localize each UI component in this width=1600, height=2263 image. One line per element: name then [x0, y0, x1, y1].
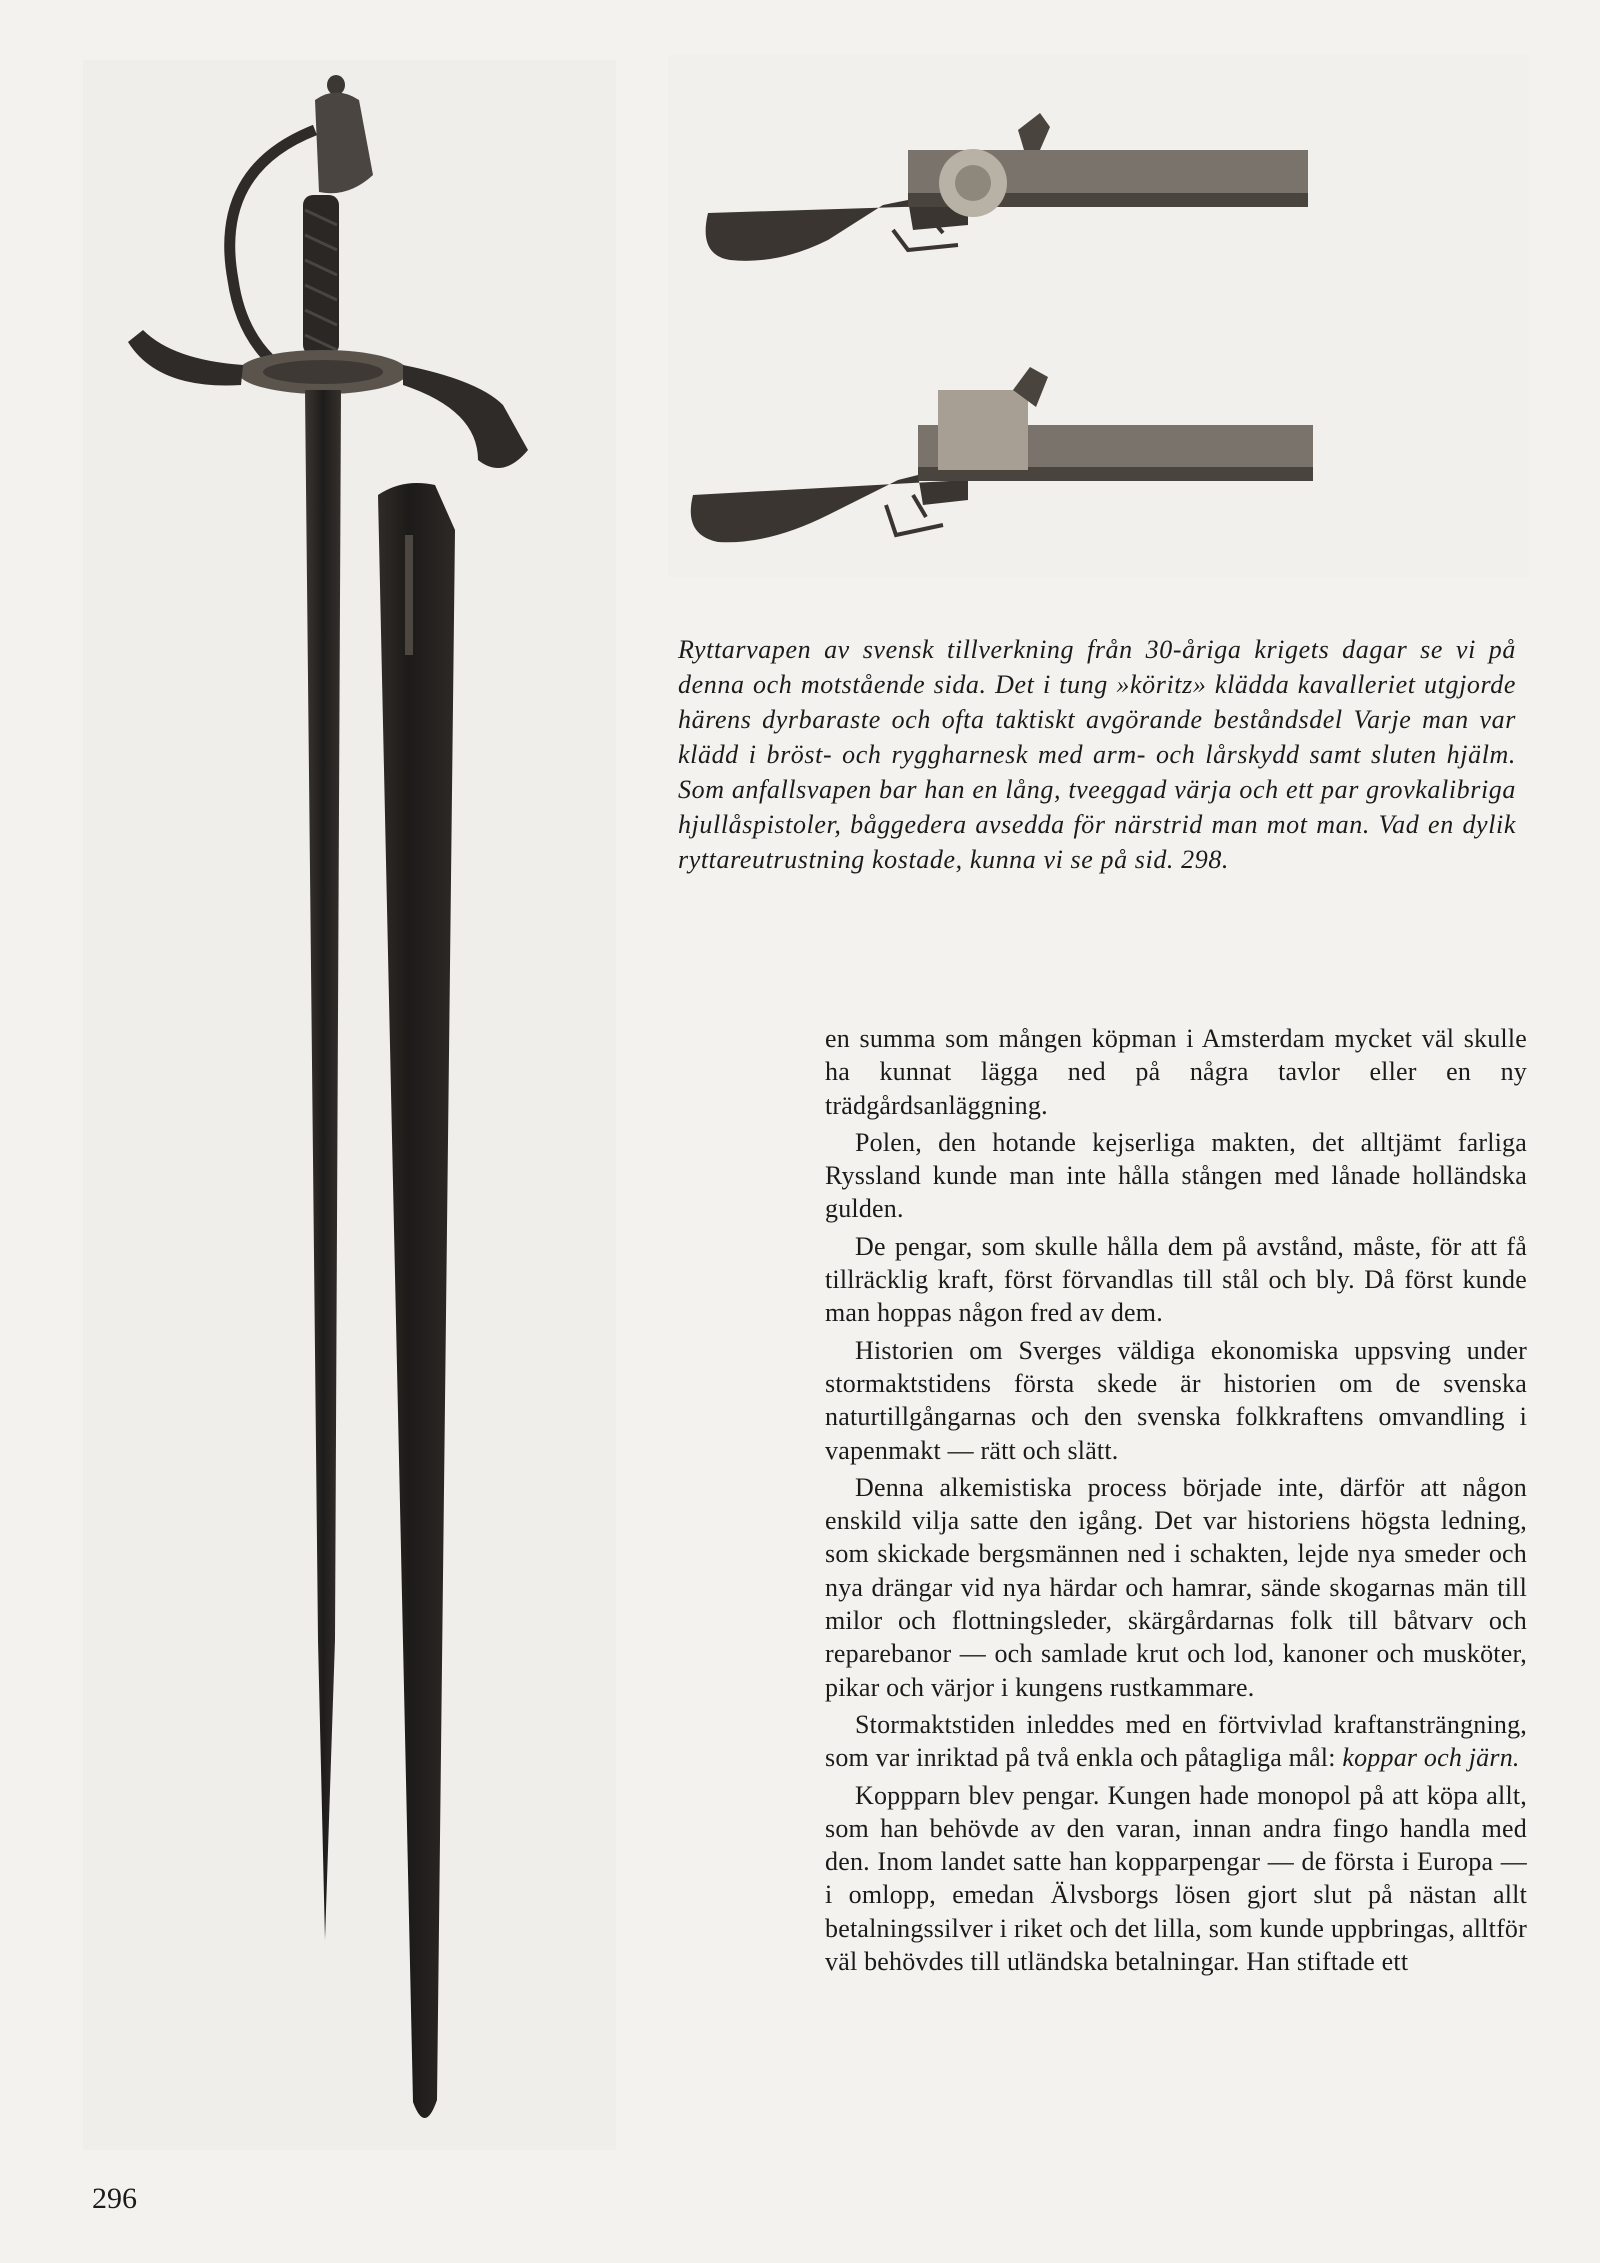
lower-pistol [691, 367, 1313, 542]
paragraph: Denna alkemistiska process började inte, därför att någon enskild vilja satte den igång. Det var historiens högsta ledning, som skickade bergsmännen ned i schakten, lejde nya smeder och nya drängar vid nya härdar och hamrar, sände skogarnas män till milor och flottningsleder, skärgårdarnas folk till båtvarv och reparebanor — och samlade krut och lod, kanoner och musköter, pikar och värjor i kungens rustkammare. [825, 1472, 1527, 1702]
paragraph: Koppparn blev pengar. Kungen hade monopol på att köpa allt, som han behövde av den varan, innan andra fingo handla med den. Inom landet satte han kopparpengar — de första i Europa — i omlopp, emedan Älvsborgs lösen gjort slut på nästan allt betalningssilver i riket och det lilla, som kunde uppbringas, alltför väl behövdes till utländska betalningar. Han stiftade ett [825, 1780, 1527, 1977]
article-body [825, 1022, 1527, 1982]
paragraph: De pengar, som skulle hålla dem på avstånd, måste, för att få tillräcklig kraft, först förvandlas till stål och bly. Då först kunde man hoppas någon fred av dem. [825, 1231, 1527, 1328]
paragraph: en summa som mången köpman i Amsterdam mycket väl skulle ha kunnat lägga ned på några tavlor eller en ny trädgårdsanläggning. [825, 1024, 1527, 1120]
pistols-illustration [668, 55, 1529, 577]
figure-caption: Ryttarvapen av svensk tillverkning från 30-åriga krigets dagar se vi på denna och motstående sida. Det i tung »köritz» klädda kavalleriet utgjorde härens dyrbaraste och ofta taktiskt avgörande beståndsdel Varje man var klädd i bröst- och ryggharnesk med arm- och lårskydd samt sluten hjälm. Som anfallsvapen bar han en lång, tveeggad värja och ett par grovkalibriga hjullåspistoler, båggedera avsedda för närstrid man mot man. Vad en dylik ryttareutrustning kostade, kunna vi se på sid. 298. [678, 635, 1516, 874]
page-number: 296 [92, 2182, 137, 2215]
pistols-photograph [668, 55, 1529, 577]
paragraph-text: Stormaktstiden inleddes med en förtvivlad kraftansträngning, som var inriktad på två enkla och påtagliga mål: [825, 1709, 1527, 1773]
emphasis-text: koppar och järn. [1342, 1743, 1520, 1773]
upper-pistol [706, 113, 1308, 261]
paragraph: Polen, den hotande kejserliga makten, det alltjämt farliga Ryssland kunde man inte hålla stången med lånade holländska gulden. [825, 1127, 1527, 1224]
paragraph [825, 1708, 1527, 1775]
sword-photograph [83, 60, 616, 2150]
paragraph: Historien om Sverges väldiga ekonomiska uppsving under stormaktstidens första skede är historien om de svenska naturtillgångarnas och den svenska folkkraftens omvandling i vapenmakt — rätt och slätt. [825, 1335, 1527, 1465]
sword-illustration [83, 60, 616, 2150]
